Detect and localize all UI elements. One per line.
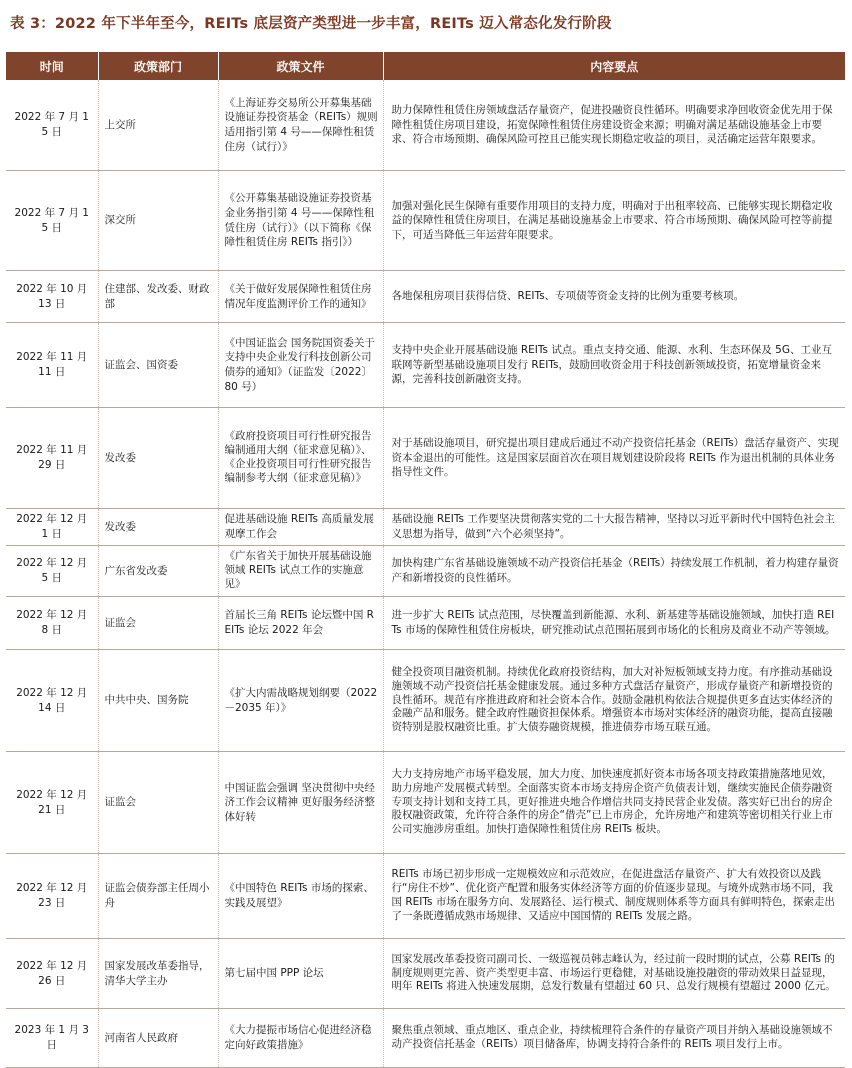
cell-time: 2022 年 7 月 15 日	[6, 171, 98, 271]
cell-dept: 证监会	[98, 597, 218, 650]
cell-content: 聚焦重点领域、重点地区、重点企业，持续梳理符合条件的存量资产项目并纳入基础设施领域不动产投资信托基金（REITs）项目储备库，协调支持符合条件的 REITs 项目发行上市。	[383, 1009, 845, 1068]
cell-time: 2022 年 12 月 14 日	[6, 650, 98, 752]
table-row	[6, 854, 845, 939]
cell-doc: 《中国特色 REITs 市场的探索、实践及展望》	[218, 854, 383, 939]
cell-content: 支持中央企业开展基础设施 REITs 试点。重点支持交通、能源、水利、生态环保及 5G、工业互联网等新型基础设施项目发行 REITs，鼓励回收资金用于科技创新领域投资，拓宽增量资金来源，完善科技创新融资支持。	[383, 323, 845, 408]
cell-doc: 《上海证券交易所公开募集基础设施证券投资基金（REITs）规则适用指引第 4 号——保障性租赁住房（试行）》	[218, 80, 383, 171]
cell-time: 2022 年 12 月 1 日	[6, 509, 98, 546]
cell-content: 助力保障性租赁住房领域盘活存量资产，促进投融资良性循环。明确要求净回收资金优先用于保障性租赁住房项目建设，拓宽保障性租赁住房建设资金来源；明确对满足基础设施基金上市要求、符合市场预期、确保风险可控且已能实现长期稳定收益的项目，灵活确定运营年限要求。	[383, 80, 845, 171]
cell-dept: 证监会	[98, 752, 218, 854]
cell-doc: 《政府投资项目可行性研究报告编制通用大纲（征求意见稿）》、《企业投资项目可行性研究报告编制参考大纲（征求意见稿）》	[218, 408, 383, 509]
table-row	[6, 171, 845, 271]
cell-content: 健全投资项目融资机制。持续优化政府投资结构，加大对补短板领域支持力度。有序推动基础设施领域不动产投资信托基金健康发展。通过多种方式盘活存量资产，形成存量资产和新增投资的良性循环。规范有序推进政府和社会资本合作。鼓励金融机构依法合规提供更多直达实体经济的金融产品和服务。健全政府性融资担保体系。增强资本市场对实体经济的融资功能，提高直接融资特别是股权融资比重。扩大债券融资规模，推进债券市场互联互通。	[383, 650, 845, 752]
cell-time: 2022 年 12 月 21 日	[6, 752, 98, 854]
cell-content: 国家发展改革委投资司副司长、一级巡视员韩志峰认为，经过前一段时期的试点，公募 REITs 的制度规则更完善、资产类型更丰富、市场运行更稳健，对基础设施投融资的带动效果日益显现，明年 REITs 将进入快速发展期，总发行数量有望超过 60 只、总发行规模有望超过 2000 亿元。	[383, 939, 845, 1009]
policy-table	[6, 52, 845, 1068]
cell-content: 加快构建广东省基础设施领域不动产投资信托基金（REITs）持续发展工作机制，着力构建存量资产和新增投资的良性循环。	[383, 546, 845, 597]
cell-time: 2022 年 11 月 11 日	[6, 323, 98, 408]
cell-content: 基础设施 REITs 工作要坚决贯彻落实党的二十大报告精神，坚持以习近平新时代中国特色社会主义思想为指导，做到“六个必须坚持”。	[383, 509, 845, 546]
cell-dept: 河南省人民政府	[98, 1009, 218, 1068]
cell-dept: 发改委	[98, 509, 218, 546]
table-row	[6, 323, 845, 408]
cell-time: 2022 年 11 月 29 日	[6, 408, 98, 509]
cell-doc: 《中国证监会 国务院国资委关于支持中央企业发行科技创新公司债券的通知》（证监发〔2022〕80 号）	[218, 323, 383, 408]
cell-doc: 《公开募集基础设施证券投资基金业务指引第 4 号——保障性租赁住房（试行）》（以下简称《保障性租赁住房 REITs 指引》）	[218, 171, 383, 271]
cell-doc: 促进基础设施 REITs 高质量发展观摩工作会	[218, 509, 383, 546]
cell-time: 2022 年 12 月 5 日	[6, 546, 98, 597]
table-row	[6, 271, 845, 323]
cell-dept: 证监会、国资委	[98, 323, 218, 408]
cell-dept: 中共中央、国务院	[98, 650, 218, 752]
cell-dept: 广东省发改委	[98, 546, 218, 597]
header-row	[6, 52, 845, 80]
table-row	[6, 752, 845, 854]
cell-time: 2022 年 7 月 15 日	[6, 80, 98, 171]
cell-dept: 深交所	[98, 171, 218, 271]
table-title: 表 3：2022 年下半年至今，REITs 底层资产类型进一步丰富，REITs 迈入常态化发行阶段	[10, 16, 612, 32]
cell-time: 2023 年 1 月 3 日	[6, 1009, 98, 1068]
cell-doc: 《扩大内需战略规划纲要（2022－2035 年）》	[218, 650, 383, 752]
cell-dept: 住建部、发改委、财政部	[98, 271, 218, 323]
cell-doc: 《广东省关于加快开展基础设施领域 REITs 试点工作的实施意见》	[218, 546, 383, 597]
cell-doc: 《大力提振市场信心促进经济稳定向好政策措施》	[218, 1009, 383, 1068]
cell-dept: 国家发展改革委指导，清华大学主办	[98, 939, 218, 1009]
column-header-dept: 政策部门	[98, 52, 218, 80]
cell-content: 加强对强化民生保障有重要作用项目的支持力度，明确对于出租率较高、已能够实现长期稳定收益的保障性租赁住房项目，在满足基础设施基金上市要求、符合市场预期、确保风险可控等前提下，可适当降低三年运营年限要求。	[383, 171, 845, 271]
cell-time: 2022 年 12 月 23 日	[6, 854, 98, 939]
cell-time: 2022 年 10 月 13 日	[6, 271, 98, 323]
cell-content: 进一步扩大 REITs 试点范围，尽快覆盖到新能源、水利、新基建等基础设施领域，加快打造 REITs 市场的保障性租赁住房板块，研究推动试点范围拓展到市场化的长租房及商业不动产等领域。	[383, 597, 845, 650]
cell-dept: 上交所	[98, 80, 218, 171]
table-row	[6, 408, 845, 509]
cell-doc: 第七届中国 PPP 论坛	[218, 939, 383, 1009]
table-row	[6, 1009, 845, 1068]
cell-content: 大力支持房地产市场平稳发展，加大力度、加快速度抓好资本市场各项支持政策措施落地见效，助力房地产发展模式转型。全面落实资本市场支持房企资产负债表计划，继续实施民企债券融资专项支持计划和支持工具，更好推进央地合作增信共同支持民营企业发债。落实好已出台的房企股权融资政策，允许符合条件的房企“借壳”已上市房企，允许房地产和建筑等密切相关行业上市公司实施涉房重组。加快打造保障性租赁住房 REITs 板块。	[383, 752, 845, 854]
column-header-content: 内容要点	[383, 52, 845, 80]
cell-dept: 证监会债券部主任周小舟	[98, 854, 218, 939]
table-row	[6, 80, 845, 171]
cell-time: 2022 年 12 月 26 日	[6, 939, 98, 1009]
column-header-time: 时间	[6, 52, 98, 80]
column-header-doc: 政策文件	[218, 52, 383, 80]
cell-doc: 首届长三角 REITs 论坛暨中国 REITs 论坛 2022 年会	[218, 597, 383, 650]
cell-doc: 《关于做好发展保障性租赁住房情况年度监测评价工作的通知》	[218, 271, 383, 323]
cell-doc: 中国证监会强调 坚决贯彻中央经济工作会议精神 更好服务经济整体好转	[218, 752, 383, 854]
table-row	[6, 939, 845, 1009]
cell-dept: 发改委	[98, 408, 218, 509]
cell-content: REITs 市场已初步形成一定规模效应和示范效应，在促进盘活存量资产、扩大有效投资以及践行“房住不炒”、优化资产配置和服务实体经济等方面的价值逐步显现。与境外成熟市场不同，我国 REITs 市场在服务方向、发展路径、运行模式、制度规则体系等方面具有鲜明特色，探索走出了一条既遵循成熟市场规律、又适应中国国情的 REITs 发展之路。	[383, 854, 845, 939]
cell-content: 对于基础设施项目，研究提出项目建成后通过不动产投资信托基金（REITs）盘活存量资产、实现资本金退出的可能性。这是国家层面首次在项目规划建设阶段将 REITs 作为退出机制的具体业务指导性文件。	[383, 408, 845, 509]
table-row	[6, 546, 845, 597]
table-row	[6, 650, 845, 752]
cell-time: 2022 年 12 月 8 日	[6, 597, 98, 650]
table-row	[6, 509, 845, 546]
table-row	[6, 597, 845, 650]
cell-content: 各地保租房项目获得信贷、REITs、专项债等资金支持的比例为重要考核项。	[383, 271, 845, 323]
